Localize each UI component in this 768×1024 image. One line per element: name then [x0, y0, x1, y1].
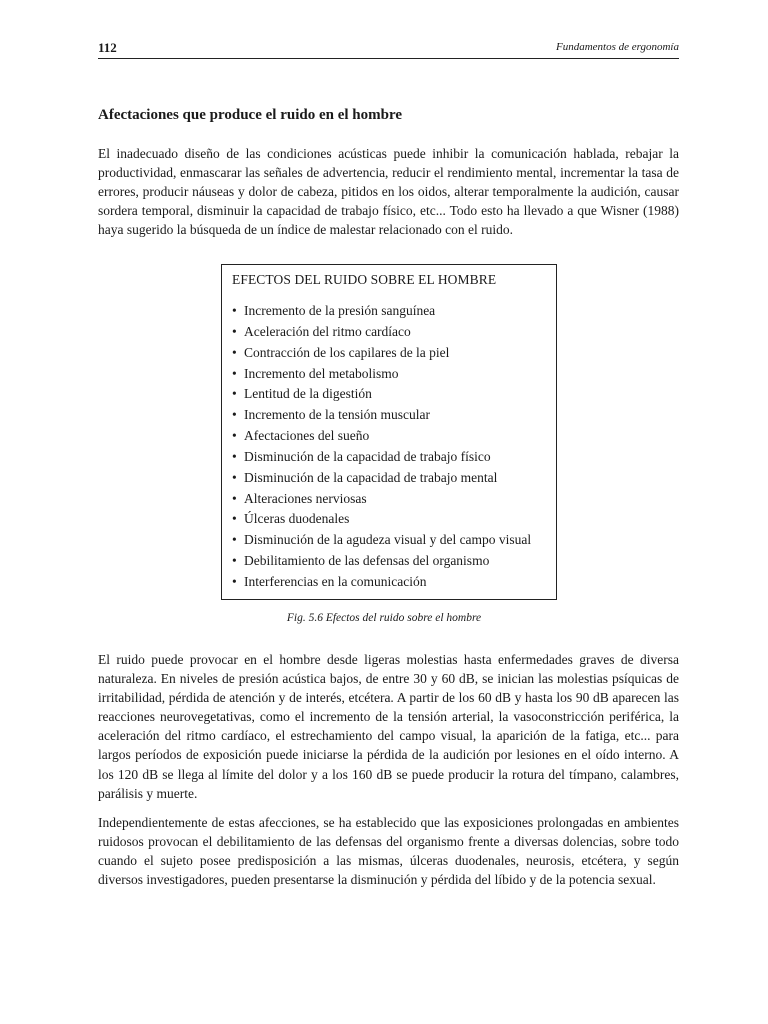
bullet-icon: • [232, 428, 237, 444]
list-item-text: Interferencias en la comunicación [244, 573, 427, 589]
section-heading: Afectaciones que produce el ruido en el hombre [98, 107, 403, 123]
list-item-text: Lentitud de la digestión [244, 386, 372, 402]
list-item [232, 509, 556, 530]
bullet-icon: • [232, 365, 237, 381]
bullet-icon: • [232, 532, 237, 548]
effects-list [232, 301, 556, 593]
page-number: 112 [98, 40, 117, 55]
bullet-icon: • [232, 407, 237, 423]
list-item-text: Incremento de la tensión muscular [244, 407, 430, 423]
bullet-icon: • [232, 323, 237, 339]
list-item-text: Aceleración del ritmo cardíaco [244, 323, 411, 339]
list-item [232, 301, 556, 322]
paragraph-intro: El inadecuado diseño de las condiciones acústicas puede inhibir la comunicación hablada, rebajar la productividad, enmascarar las señales de advertencia, reducir el rendimiento mental, incrementar la tasa de errores, producir náuseas y dolor de cabeza, pitidos en los oidos, alterar temporalmente la audición, causar sordera temporal, disminuir la capacidad de trabajo físico, etc... Todo esto ha llevado a que Wisner (1988) haya sugerido la búsqueda de un índice de malestar relacionado con el ruido. [98, 146, 679, 238]
list-item [232, 530, 556, 551]
paragraph-noise-levels: El ruido puede provocar en el hombre desde ligeras molestias hasta enfermedades graves de diversa naturaleza. En niveles de presión acústica bajos, de entre 30 y 60 dB, se inician las molestias psíquicas de irritabilidad, pérdida de atención y de interés, etcétera. A partir de los 60 dB y hasta los 90 dB aparecen las reacciones neurovegetativas, como el incremento de la tensión arterial, la vasoconstricción periférica, la aceleración del ritmo cardíaco, el estrechamiento del campo visual, la aparición de la fatiga, etc... para largos períodos de exposición puede iniciarse la pérdida de la audición por lesiones en el oído interno. A los 120 dB se llega al límite del dolor y a los 160 dB se puede producir la rotura del tímpano, calambres, parálisis y muerte. [98, 652, 679, 801]
list-item [232, 447, 556, 468]
list-item-text: Contracción de los capilares de la piel [244, 344, 450, 360]
list-item [232, 322, 556, 343]
list-item-text: Afectaciones del sueño [244, 428, 370, 444]
bullet-icon: • [232, 511, 237, 527]
list-item-text: Disminución de la agudeza visual y del campo visual [244, 532, 532, 548]
list-item [232, 405, 556, 426]
bullet-icon: • [232, 573, 237, 589]
list-item-text: Incremento del metabolismo [244, 365, 399, 381]
list-item-text: Alteraciones nerviosas [244, 490, 367, 506]
list-item [232, 551, 556, 572]
list-item-text: Incremento de la presión sanguínea [244, 303, 436, 318]
effects-box-title: EFECTOS DEL RUIDO SOBRE EL HOMBRE [232, 272, 497, 287]
bullet-icon: • [232, 553, 237, 569]
bullet-icon: • [232, 469, 237, 485]
list-item [232, 489, 556, 510]
list-item-text: Úlceras duodenales [244, 511, 350, 527]
bullet-icon: • [232, 303, 237, 318]
list-item-text: Disminución de la capacidad de trabajo mental [244, 469, 498, 485]
bullet-icon: • [232, 490, 237, 506]
list-item-text: Disminución de la capacidad de trabajo físico [244, 448, 491, 464]
list-item [232, 572, 556, 593]
bullet-icon: • [232, 344, 237, 360]
page-header [98, 38, 679, 59]
list-item [232, 364, 556, 385]
list-item-text: Debilitamiento de las defensas del organismo [244, 553, 490, 569]
list-item [232, 384, 556, 405]
bullet-icon: • [232, 448, 237, 464]
list-item [232, 468, 556, 489]
running-title: Fundamentos de ergonomía [555, 41, 679, 53]
paragraph-prolonged-exposure: Independientemente de estas afecciones, se ha establecido que las exposiciones prolongadas en ambientes ruidosos provocan el debilitamiento de las defensas del organismo frente a diversas dolencias, sobre todo cuando el sujeto posee predisposición a las mismas, úlceras duodenales, neurosis, etcétera, y según diversos investigadores, pueden presentarse la disminución y pérdida del líbido y de la potencia sexual. [98, 815, 679, 888]
list-item [232, 426, 556, 447]
bullet-icon: • [232, 386, 237, 402]
list-item [232, 343, 556, 364]
effects-box [221, 264, 557, 600]
figure-caption: Fig. 5.6 Efectos del ruido sobre el hombre [286, 612, 482, 624]
